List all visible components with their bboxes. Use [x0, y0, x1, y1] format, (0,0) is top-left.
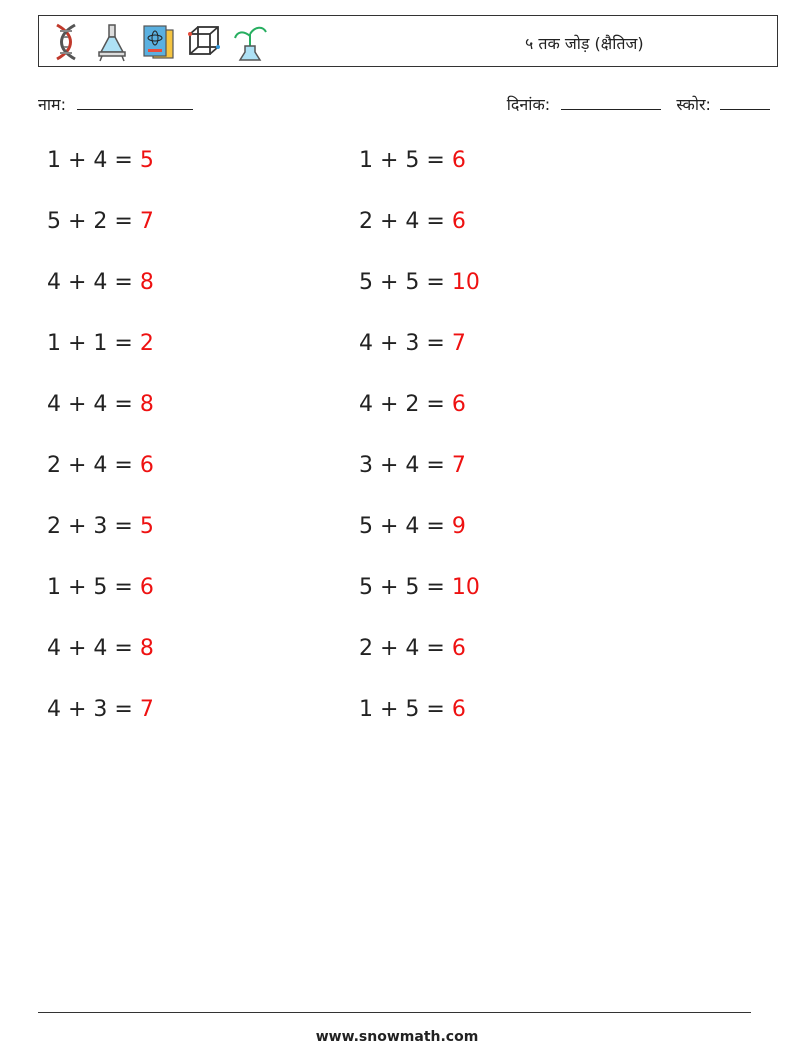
problem-left-10 — [47, 697, 154, 722]
dna-icon — [47, 22, 85, 62]
problem-left-3 — [47, 270, 154, 295]
problem-answer: 2 — [139, 331, 154, 356]
problem-left-8 — [47, 575, 154, 600]
footer-divider — [38, 1012, 751, 1013]
atom-book-icon — [139, 22, 177, 62]
problem-right-8 — [359, 575, 480, 600]
problem-question: 2 + 4 = — [359, 209, 452, 234]
problem-answer: 7 — [139, 209, 154, 234]
problem-answer: 10 — [451, 270, 480, 295]
footer-url: www.snowmath.com — [315, 1029, 479, 1045]
problem-answer: 5 — [139, 148, 154, 173]
problem-question: 2 + 4 = — [47, 453, 140, 478]
flask-icon — [93, 22, 131, 62]
problem-question: 1 + 5 = — [359, 697, 452, 722]
problem-question: 4 + 3 = — [47, 697, 140, 722]
problem-answer: 6 — [451, 392, 466, 417]
date-score-field — [507, 93, 770, 115]
problem-answer: 6 — [139, 575, 154, 600]
problem-answer: 8 — [139, 270, 154, 295]
cube-icon — [185, 22, 223, 62]
date-label: दिनांक: — [506, 95, 551, 114]
problem-answer: 7 — [451, 453, 466, 478]
name-blank[interactable] — [77, 95, 193, 110]
problem-left-2 — [47, 209, 154, 234]
name-label: नाम: — [38, 95, 66, 114]
problem-question: 1 + 5 = — [47, 575, 140, 600]
problem-answer: 6 — [451, 697, 466, 722]
problem-answer: 5 — [139, 514, 154, 539]
problem-right-3 — [359, 270, 480, 295]
plant-beaker-icon — [231, 22, 269, 62]
problem-question: 4 + 4 = — [47, 270, 140, 295]
problem-question: 2 + 3 = — [47, 514, 140, 539]
worksheet-title: ५ तक जोड़ (क्षैतिज) — [525, 34, 644, 53]
problem-question: 1 + 5 = — [359, 148, 452, 173]
date-blank[interactable] — [561, 95, 661, 110]
problem-question: 4 + 3 = — [359, 331, 452, 356]
problem-question: 3 + 4 = — [359, 453, 452, 478]
problem-right-4 — [359, 331, 466, 356]
problem-left-5 — [47, 392, 154, 417]
problem-question: 1 + 4 = — [47, 148, 140, 173]
problem-right-9 — [359, 636, 466, 661]
problem-question: 4 + 4 = — [47, 636, 140, 661]
problem-right-7 — [359, 514, 466, 539]
score-label: स्कोर: — [676, 95, 711, 114]
problem-question: 1 + 1 = — [47, 331, 140, 356]
problem-left-7 — [47, 514, 154, 539]
problem-right-5 — [359, 392, 466, 417]
problem-answer: 6 — [451, 636, 466, 661]
problem-answer: 10 — [451, 575, 480, 600]
problem-right-10 — [359, 697, 466, 722]
problem-left-4 — [47, 331, 154, 356]
problem-answer: 6 — [451, 148, 466, 173]
score-blank[interactable] — [720, 95, 770, 110]
problem-right-1 — [359, 148, 466, 173]
problem-right-6 — [359, 453, 466, 478]
problem-right-2 — [359, 209, 466, 234]
header-icons — [47, 22, 269, 62]
problem-answer: 9 — [451, 514, 466, 539]
worksheet-header — [38, 15, 778, 67]
problem-answer: 7 — [139, 697, 154, 722]
problem-left-9 — [47, 636, 154, 661]
problem-answer: 6 — [139, 453, 154, 478]
problem-left-6 — [47, 453, 154, 478]
problem-question: 5 + 2 = — [47, 209, 140, 234]
problem-left-1 — [47, 148, 154, 173]
problem-answer: 6 — [451, 209, 466, 234]
problem-question: 2 + 4 = — [359, 636, 452, 661]
problem-answer: 7 — [451, 331, 466, 356]
problem-question: 5 + 4 = — [359, 514, 452, 539]
problem-question: 5 + 5 = — [359, 575, 452, 600]
problem-question: 5 + 5 = — [359, 270, 452, 295]
problem-answer: 8 — [139, 392, 154, 417]
problem-question: 4 + 4 = — [47, 392, 140, 417]
problem-question: 4 + 2 = — [359, 392, 452, 417]
problem-answer: 8 — [139, 636, 154, 661]
name-field — [38, 93, 193, 115]
